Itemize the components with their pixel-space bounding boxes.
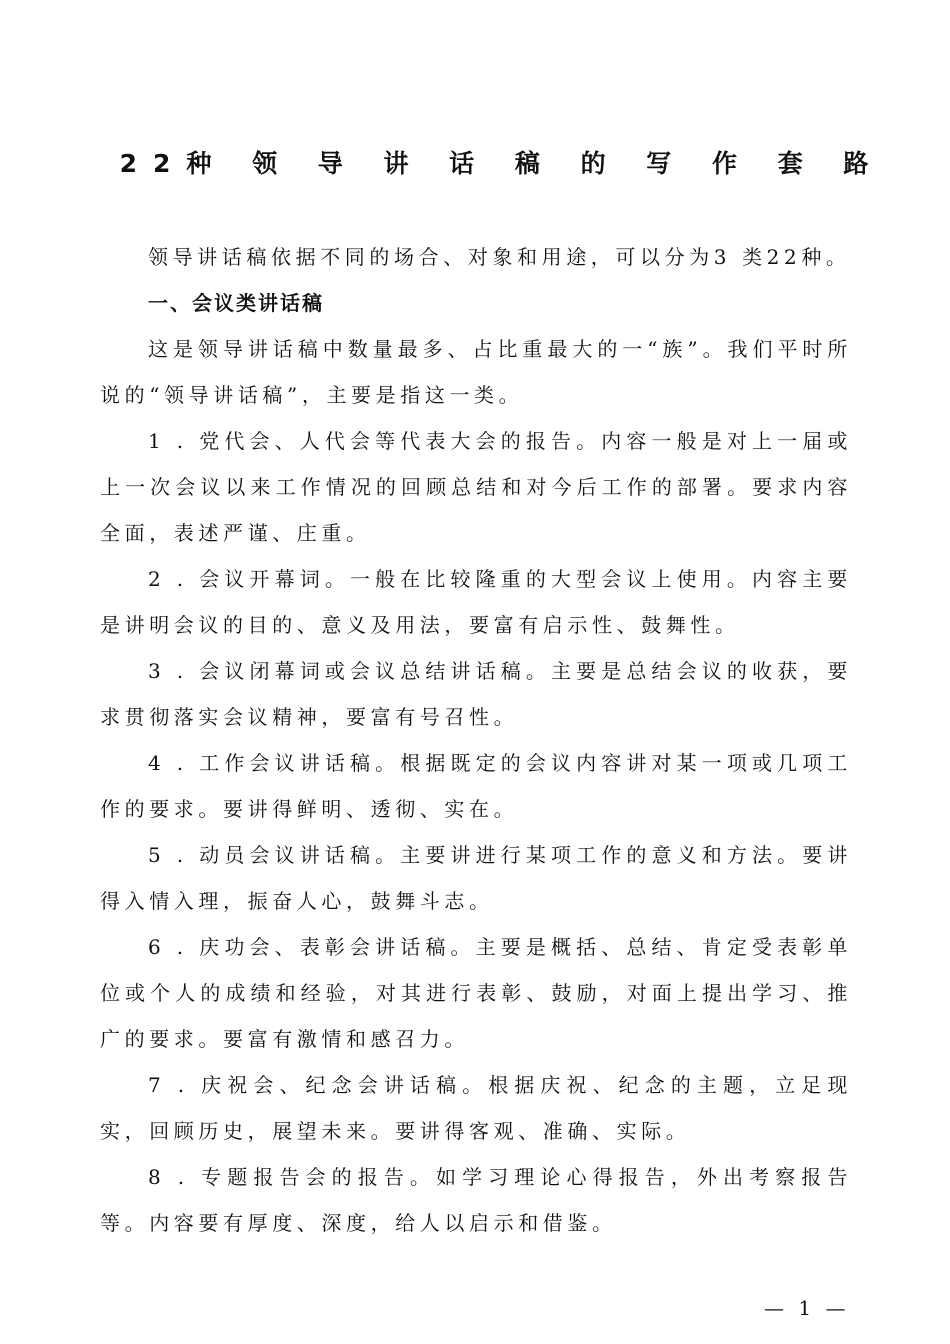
list-item: 7 . 庆祝会、纪念会讲话稿。根据庆祝、纪念的主题，立足现实，回顾历史，展望未来。要讲得客观、准确、实际。	[100, 1073, 852, 1143]
list-item: 1 . 党代会、人代会等代表大会的报告。内容一般是对上一届或上一次会议以来工作情况的回顾总结和对今后工作的部署。要求内容全面，表述严谨、庄重。	[100, 429, 852, 545]
list-item: 6 . 庆功会、表彰会讲话稿。主要是概括、总结、肯定受表彰单位或个人的成绩和经验，对其进行表彰、鼓励，对面上提出学习、推广的要求。要富有激情和感召力。	[100, 935, 852, 1051]
document-title: 22种 领 导 讲 话 稿 的 写 作 套 路	[119, 149, 885, 178]
section-intro-paragraph: 这是领导讲话稿中数量最多、占比重最大的一“族”。我们平时所说的“领导讲话稿”，主要是指这一类。	[100, 337, 852, 407]
list-item: 5 . 动员会议讲话稿。主要讲进行某项工作的意义和方法。要讲得入情入理，振奋人心，鼓舞斗志。	[100, 843, 852, 913]
page-number: — 1 —	[764, 1296, 850, 1320]
list-item: 8 . 专题报告会的报告。如学习理论心得报告，外出考察报告等。内容要有厚度、深度，给人以启示和借鉴。	[100, 1165, 852, 1235]
section-heading: 一、会议类讲话稿	[148, 291, 324, 315]
document-body	[100, 234, 852, 1246]
list-item: 2 . 会议开幕词。一般在比较隆重的大型会议上使用。内容主要是讲明会议的目的、意义及用法，要富有启示性、鼓舞性。	[100, 567, 852, 637]
list-item: 3 . 会议闭幕词或会议总结讲话稿。主要是总结会议的收获，要求贯彻落实会议精神，要富有号召性。	[100, 659, 852, 729]
intro-paragraph: 领导讲话稿依据不同的场合、对象和用途，可以分为3 类22种。	[148, 245, 851, 269]
list-item: 4 . 工作会议讲话稿。根据既定的会议内容讲对某一项或几项工作的要求。要讲得鲜明、透彻、实在。	[100, 751, 852, 821]
